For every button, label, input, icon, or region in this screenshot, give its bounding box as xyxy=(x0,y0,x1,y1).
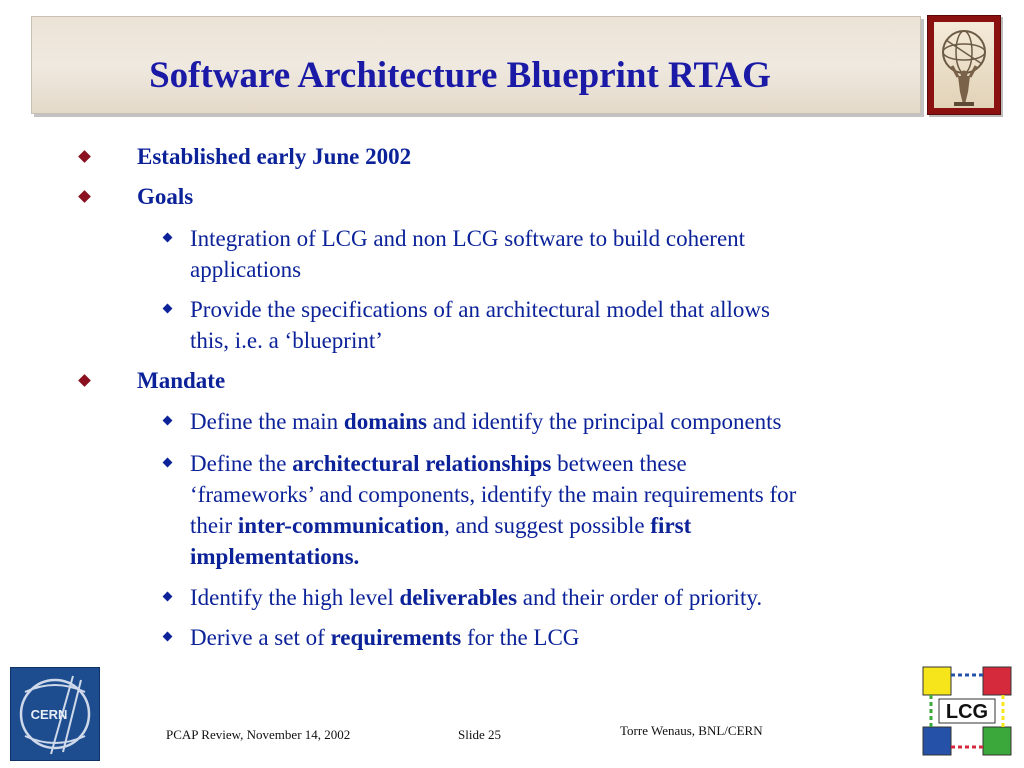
sub-bullet-specifications: Provide the specifications of an architectural model that allows this, i.e. a ‘blueprint’ xyxy=(190,294,950,356)
diamond-bullet-icon xyxy=(163,632,173,642)
footer-author: Torre Wenaus, BNL/CERN xyxy=(620,723,763,738)
sub-bullet-integration: Integration of LCG and non LCG software to build coherent applications xyxy=(190,223,950,285)
diamond-bullet-icon xyxy=(163,592,173,602)
diamond-bullet-icon xyxy=(163,233,173,243)
cern-logo-text: CERN xyxy=(30,707,68,722)
bullet-goals: Goals xyxy=(137,182,193,212)
sub-bullet-requirements: Derive a set of requirements for the LCG xyxy=(190,622,950,653)
bullet-mandate: Mandate xyxy=(137,366,225,396)
diamond-bullet-icon xyxy=(163,304,173,314)
footer-event: PCAP Review, November 14, 2002 xyxy=(166,727,351,742)
sub-bullet-relationships: Define the architectural relationships between these ‘frameworks’ and components, identify the main requirements for their inter-communication, and suggest possible first implementations. xyxy=(190,448,950,572)
bullet-established: Established early June 2002 xyxy=(137,142,411,172)
slide-title: Software Architecture Blueprint RTAG xyxy=(149,55,771,96)
diamond-bullet-icon xyxy=(163,458,173,468)
footer-slide-number: Slide 25 xyxy=(458,727,501,742)
sub-bullet-domains: Define the main domains and identify the principal components xyxy=(190,406,950,437)
sub-bullet-deliverables: Identify the high level deliverables and their order of priority. xyxy=(190,582,950,613)
diamond-bullet-icon xyxy=(78,374,91,387)
cern-logo xyxy=(10,667,100,761)
diamond-bullet-icon xyxy=(163,416,173,426)
lcg-logo-text: LCG xyxy=(945,701,989,723)
lcg-logo xyxy=(921,665,1013,757)
diamond-bullet-icon xyxy=(78,190,91,203)
diamond-bullet-icon xyxy=(78,150,91,163)
